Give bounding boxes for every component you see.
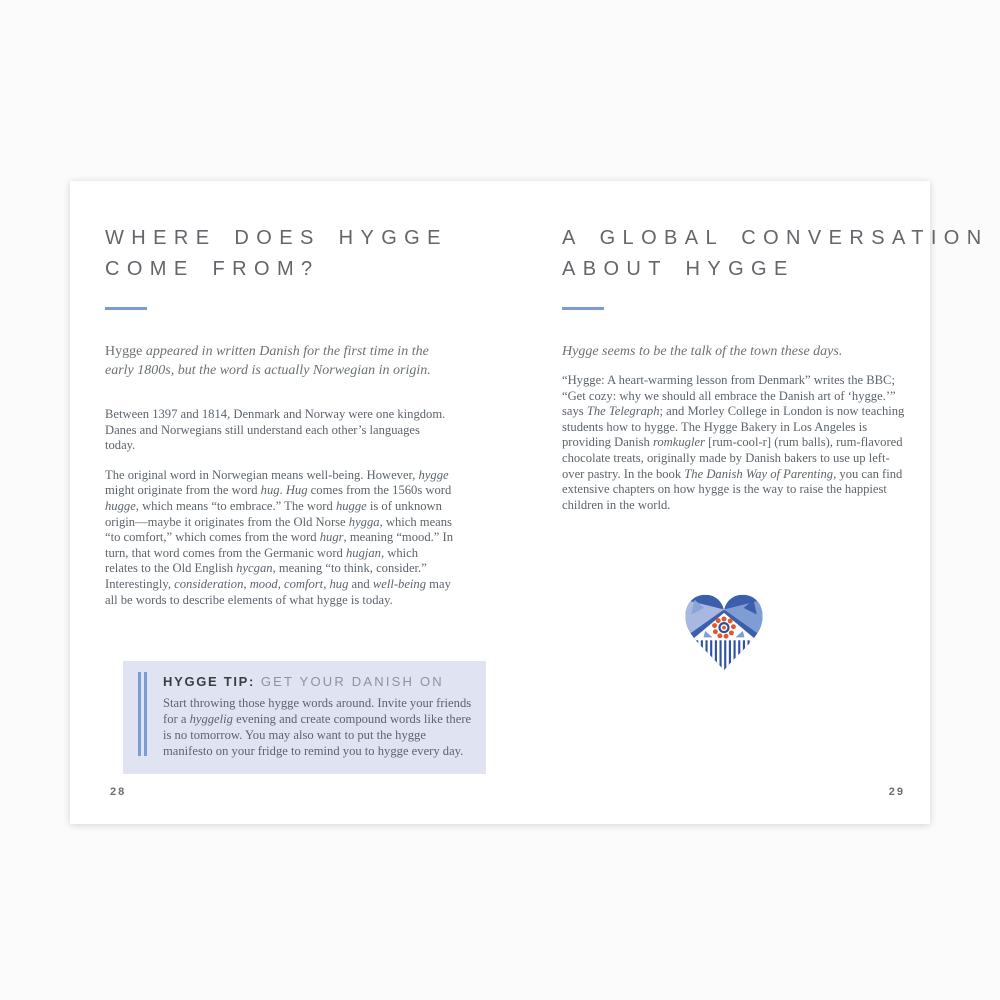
tip-heading [163, 674, 444, 689]
body-paragraph: The original word in Norwegian means well-being. However, hygge might originate from the word hug. Hug comes from the 1560s word hugge, which means “to embrace.” The word hugge is of unknown origin—maybe it originates from the Old Norse hygga, which means “to comfort,” which comes from the word hugr, meaning “mood.” In turn, that word comes from the Germanic word hugjan, which relates to the Old English hycgan, meaning “to think, consider.” Interestingly, consideration, mood, comfort, hug and well-being may all be words to describe elements of what hygge is today. [105, 467, 453, 607]
tip-accent-bars-icon [138, 672, 148, 756]
tip-title: GET YOUR DANISH ON [255, 674, 444, 689]
right-intro-paragraph: Hygge seems to be the talk of the town these days. [562, 344, 843, 359]
page-number-left: 28 [110, 786, 127, 798]
geometric-heart-icon [683, 593, 765, 672]
right-title-accent-rule [562, 307, 604, 310]
left-body-text [105, 407, 453, 622]
tip-label: HYGGE TIP: [163, 674, 256, 689]
book-spread [70, 181, 989, 824]
body-paragraph: Between 1397 and 1814, Denmark and Norway were one kingdom. Danes and Norwegians still understand each other’s languages today. [105, 407, 446, 453]
right-page-title [562, 223, 989, 285]
left-title-accent-rule [105, 307, 147, 310]
left-title-line-2: COME FROM? [105, 258, 320, 280]
right-body-text [562, 373, 910, 527]
heart-illustration [683, 593, 765, 672]
left-page-title [105, 223, 448, 285]
left-title-line-1: WHERE DOES HYGGE [105, 227, 448, 249]
right-page [562, 181, 989, 824]
right-title-line-1: A GLOBAL CONVERSATION [562, 227, 989, 249]
page-number-right: 29 [888, 786, 905, 798]
hygge-tip-box [123, 661, 486, 774]
tip-body-text: Start throwing those hygge words around. Invite your friends for a hyggelig evening and create compound words like there is no tomorrow. You may also want to put the hygge manifesto on your fridge to remind you to hygge every day. [163, 696, 472, 758]
right-title-line-2: ABOUT HYGGE [562, 258, 795, 280]
left-page [105, 181, 472, 824]
body-paragraph: “Hygge: A heart-warming lesson from Denmark” writes the BBC; “Get cozy: why we should all embrace the Danish art of ‘hygge.’” says The Telegraph; and Morley College in London is now teaching students how to hygge. The Hygge Bakery in Los Angeles is providing Danish romkugler [rum-cool-r] (rum balls), rum-flavored chocolate treats, originally made by Danish bakers to use up left-over pastry. In the book The Danish Way of Parenting, you can find extensive chapters on how hygge is the way to raise the happiest children in the world. [562, 373, 905, 512]
left-intro-paragraph: Hygge appeared in written Danish for the first time in the early 1800s, but the word is actually Norwegian in origin. [105, 344, 431, 378]
